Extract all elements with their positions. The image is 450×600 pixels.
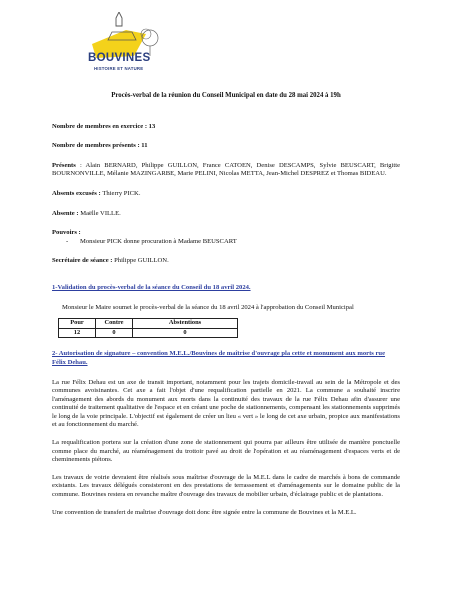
proxy-bullet: - [66,237,69,245]
secretary-label: Secrétaire de séance : [52,257,115,265]
proxies-label: Pouvoirs : [52,229,81,237]
proxy-text: Monsieur PICK donne procuration à Madame BEUSCART [80,237,237,245]
secretary-text: Philippe GUILLON. [114,257,169,265]
secretary-paragraph [52,257,400,266]
vote-header-against: Contre [96,319,133,329]
absent-paragraph [52,210,400,219]
vote-value-against: 0 [96,328,133,338]
vote-value-abstentions: 0 [133,328,238,338]
members-in-office: Nombre de membres en exercice : 13 [52,122,156,130]
presents-label: Présents [52,161,76,169]
section2-paragraph-4: Une convention de transfert de maîtrise d'ouvrage doit donc être signée entre la commune de Bouvines et la M.E.L. [52,508,357,516]
section1-body: Monsieur le Maire soumet le procès-verbal de la séance du 18 avril 2024 à l'approbation du Conseil Municipal [62,303,354,311]
bouvines-logo [86,12,166,78]
vote-header-for: Pour [59,319,96,329]
presents-paragraph [52,162,400,179]
logo-name: BOUVINES [88,52,151,64]
presents-text: : Alain BERNARD, Philippe GUILLON, France CATOEN, Denise DESCAMPS, Sylvie BEUSCART, Brigitte BOURNONVILLE, Mélanie MAZINGARBE, Marie PELINI, Nicolas METTA, Jean-Michel DESPREZ et Thomas BIDEAU. [52,161,400,178]
section2-paragraph-3: Les travaux de voirie devraient être réalisés sous maîtrise d'ouvrage de la M.E.L dans le cadre de marchés à bons de commande existants. Les travaux délégués consisteront en des prestations de terrassement et d'aménagements sur le domaine public de la commune. Bouvines restera en revanche maître d'ouvrage des travaux de mobilier urbain, d'éclairage public et de plantations. [52,473,400,499]
vote-value-for: 12 [59,328,96,338]
section2-paragraph-1: La rue Félix Dehau est un axe de transit important, notamment pour les trajets domicile-travail au sein de la Métropole et des communes avoisinantes. Cet axe a fait l'objet d'une requalification partielle en 2021. La commune a souhaité inscrire l'aménagement des abords du monument aux morts dans la continuité des travaux de la rue Félix Dehau afin d'assurer une continuité de traitement qualitative de l'espace et en créant une poche de stationnements, compensant les stationnements supprimés le long de la voie principale. L'objectif est également de créer un lieu « vert » le long de cet axe urbain, propice aux manifestations et au fonctionnement du marché. [52,378,400,429]
excused-paragraph [52,190,400,199]
section2-paragraph-2: La requalification portera sur la création d'une zone de stationnement qui pourra par ailleurs être utilisée de manière ponctuelle comme place du marché, au réaménagement du trottoir pavé au droit de l'opération et au réaménagement d'espaces verts et de cheminements piétons. [52,439,400,464]
logo-tagline: HISTOIRE ET NATURE [94,66,144,71]
vote-table-header [59,319,238,329]
document-title: Procès-verbal de la réunion du Conseil Municipal en date du 28 mai 2024 à 19h [111,92,341,99]
excused-label: Absents excusés : [52,189,103,197]
vote-table-values [59,328,238,338]
members-present: Nombre de membres présents : 11 [52,142,148,150]
section1-heading: 1-Validation du procès-verbal de la séance du Conseil du 18 avril 2024. [52,283,251,291]
excused-text: Thierry PICK. [102,189,141,197]
vote-header-abstentions: Abstentions [133,319,238,329]
proxy-item [66,238,400,247]
absent-text: Maëlle VILLE. [80,209,121,217]
absent-label: Absente : [52,209,81,217]
vote-table [58,318,238,338]
document-body [52,92,400,517]
section2-heading: 2- Autorisation de signature – convention M.E.L./Bouvines de maîtrise d'ouvrage pla cette et monument aux morts rue Félix Dehau. [52,350,386,366]
